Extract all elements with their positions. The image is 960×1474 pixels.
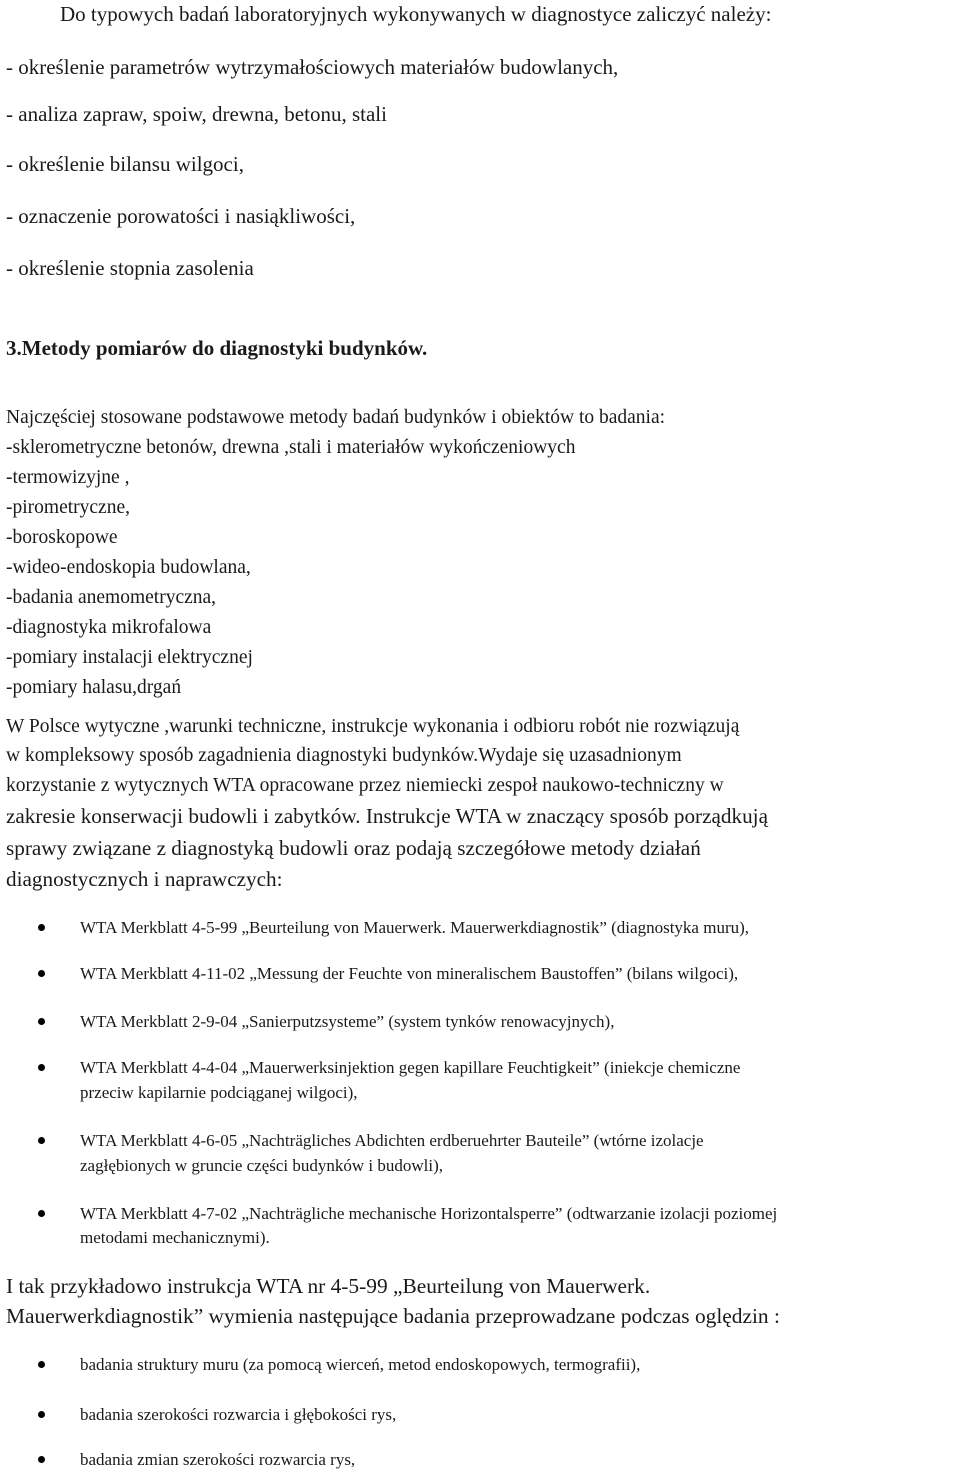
wta-item: WTA Merkblatt 4-11-02 „Messung der Feuchte von mineralischem Baustoffen” (bilans wilgoci), <box>80 964 739 983</box>
methods-item: -boroskopowe <box>6 527 118 548</box>
guidelines-line: sprawy związane z diagnostyką budowli oraz podają szczegółowe metody działań <box>6 836 701 860</box>
methods-item: -badania anemometryczna, <box>6 587 217 608</box>
guidelines-line: korzystanie z wytycznych WTA opracowane przez niemiecki zespoł naukowo-techniczny w <box>6 775 724 796</box>
methods-item: -pomiary halasu,drgań <box>6 677 182 698</box>
inspection-item: badania szerokości rozwarcia i głębokości rys, <box>80 1405 397 1424</box>
wta-item: WTA Merkblatt 4-6-05 „Nachträgliches Abdichten erdberuehrter Bauteile” (wtórne izolacje <box>80 1131 704 1150</box>
bullet-icon <box>38 1018 45 1025</box>
methods-item: -sklerometryczne betonów, drewna ,stali i materiałów wykończeniowych <box>6 437 576 458</box>
bullet-icon <box>38 1137 45 1144</box>
bullet-icon <box>38 1210 45 1217</box>
methods-item: -pomiary instalacji elektrycznej <box>6 647 253 668</box>
intro-item: - określenie stopnia zasolenia <box>6 256 254 280</box>
methods-lead: Najczęściej stosowane podstawowe metody badań budynków i obiektów to badania: <box>6 407 666 428</box>
inspection-item: badania struktury muru (za pomocą wierceń, metod endoskopowych, termografii), <box>80 1355 641 1374</box>
bullet-icon <box>38 1064 45 1071</box>
intro-item: - oznaczenie porowatości i nasiąkliwości, <box>6 204 356 228</box>
intro-item: - określenie bilansu wilgoci, <box>6 152 244 176</box>
intro-item: - określenie parametrów wytrzymałościowych materiałów budowlanych, <box>6 55 619 79</box>
methods-item: -termowizyjne , <box>6 467 130 488</box>
guidelines-line: w kompleksowy sposób zagadnienia diagnostyki budynków.Wydaje się uzasadnionym <box>6 745 682 766</box>
methods-item: -diagnostyka mikrofalowa <box>6 617 212 638</box>
guidelines-line: zakresie konserwacji budowli i zabytków. Instrukcje WTA w znaczący sposób porządkują <box>6 804 768 828</box>
guidelines-line: W Polsce wytyczne ,warunki techniczne, instrukcje wykonania i odbioru robót nie rozwiązują <box>6 716 740 737</box>
methods-item: -wideo-endoskopia budowlana, <box>6 557 251 578</box>
wta-item: WTA Merkblatt 4-4-04 „Mauerwerksinjektion gegen kapillare Feuchtigkeit” (iniekcje chemiczne <box>80 1058 741 1077</box>
bullet-icon <box>38 924 45 931</box>
wta-item: WTA Merkblatt 4-5-99 „Beurteilung von Mauerwerk. Mauerwerkdiagnostik” (diagnostyka muru), <box>80 918 750 937</box>
bullet-icon <box>38 1411 45 1418</box>
example-line: Mauerwerkdiagnostik” wymienia następujące badania przeprowadzane podczas oględzin : <box>6 1304 780 1328</box>
methods-item: -pirometryczne, <box>6 497 130 518</box>
intro-lead: Do typowych badań laboratoryjnych wykonywanych w diagnostyce zaliczyć należy: <box>60 2 772 26</box>
example-line: I tak przykładowo instrukcja WTA nr 4-5-99 „Beurteilung von Mauerwerk. <box>6 1274 651 1298</box>
bullet-icon <box>38 970 45 977</box>
bullet-icon <box>38 1361 45 1368</box>
wta-item: WTA Merkblatt 2-9-04 „Sanierputzsysteme” (system tynków renowacyjnych), <box>80 1012 615 1031</box>
wta-item-continuation: przeciw kapilarnie podciąganej wilgoci), <box>80 1083 358 1102</box>
inspection-item: badania zmian szerokości rozwarcia rys, <box>80 1450 356 1469</box>
intro-item: - analiza zapraw, spoiw, drewna, betonu, stali <box>6 102 387 126</box>
wta-item-continuation: zagłębionych w gruncie części budynków i budowli), <box>80 1156 444 1175</box>
wta-item: WTA Merkblatt 4-7-02 „Nachträgliche mechanische Horizontalsperre” (odtwarzanie izolacji poziomej <box>80 1204 778 1223</box>
wta-item-continuation: metodami mechanicznymi). <box>80 1228 270 1247</box>
bullet-icon <box>38 1456 45 1463</box>
guidelines-line: diagnostycznych i naprawczych: <box>6 867 283 891</box>
section-heading: 3.Metody pomiarów do diagnostyki budynków. <box>6 336 428 360</box>
